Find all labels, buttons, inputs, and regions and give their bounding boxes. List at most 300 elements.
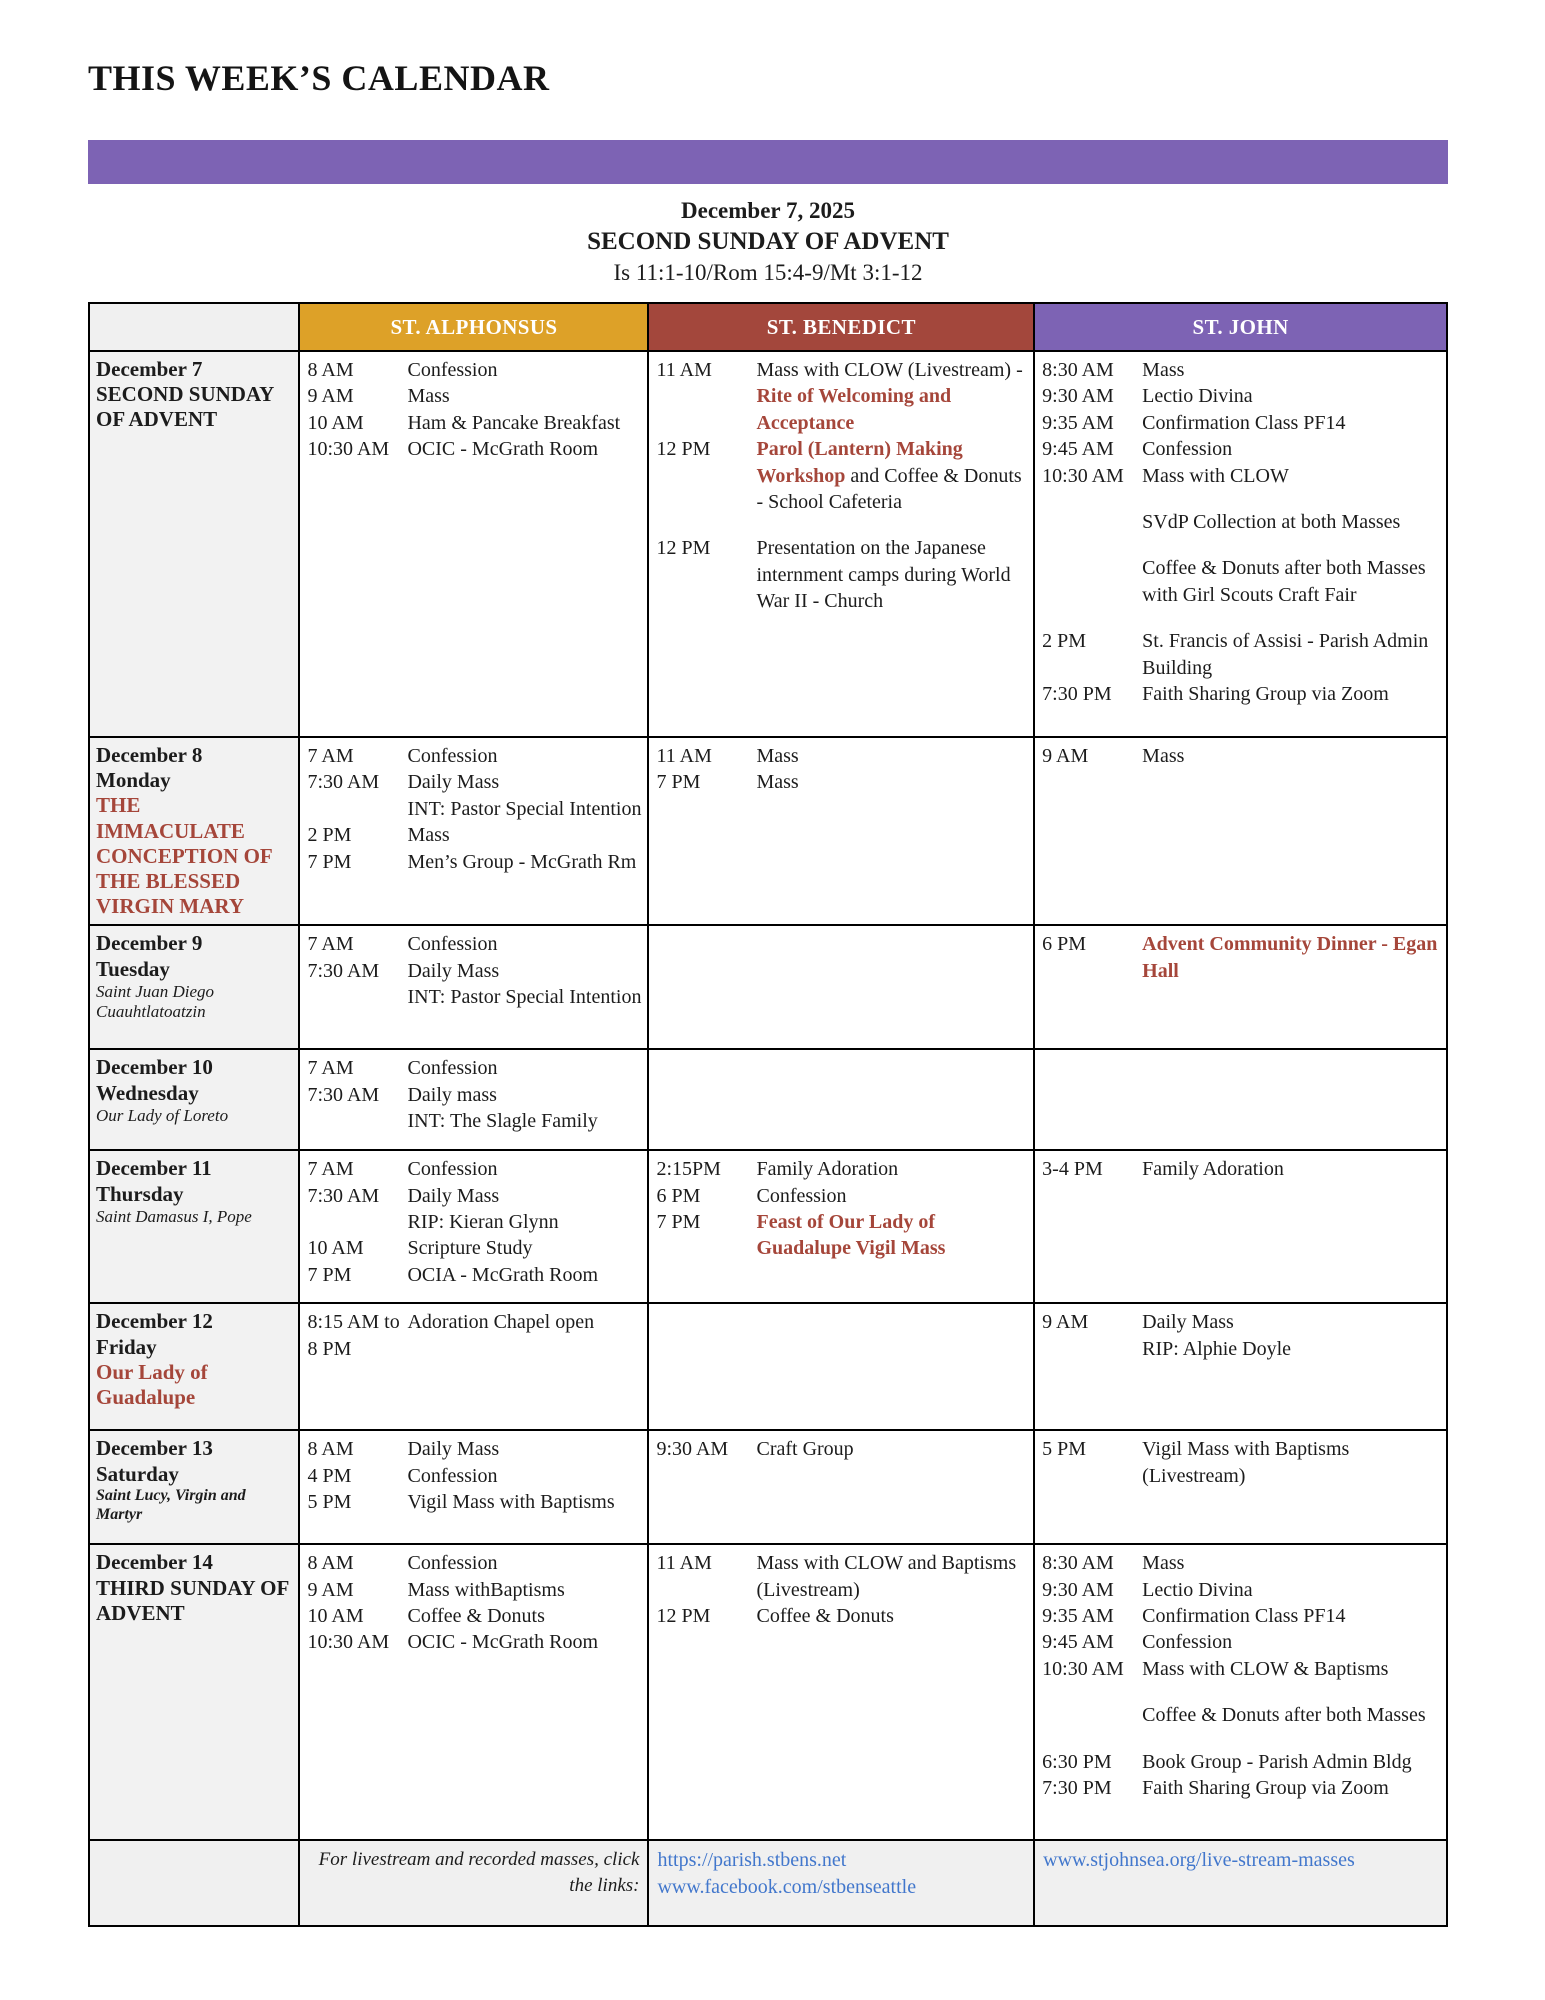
event-entry [307, 1550, 642, 1576]
event-text: Feast of Our Lady of Guadalupe Vigil Mass [756, 1211, 946, 1260]
event-time: 10:30 AM [1042, 1657, 1124, 1680]
event-entry [307, 1309, 642, 1362]
event-desc [407, 984, 642, 1010]
event-entry [307, 822, 642, 848]
date-line: Our Lady of Guadalupe [96, 1359, 208, 1409]
event-text: Coffee & Donuts after both Masses [1142, 1704, 1426, 1727]
event-text: Confession [1142, 438, 1233, 461]
event-entry [1042, 463, 1441, 489]
event-entry [307, 1577, 642, 1603]
event-desc [756, 535, 1028, 614]
date-heading: December 7, 2025 [681, 198, 855, 223]
event-entry [1042, 509, 1441, 535]
event-desc [407, 1489, 642, 1515]
event-desc [407, 1309, 642, 1335]
calendar-row [89, 1303, 1447, 1430]
event-entry [656, 1603, 1028, 1629]
event-entry [1042, 1656, 1441, 1682]
event-entry [1042, 1550, 1441, 1576]
event-desc [407, 1603, 642, 1629]
event-desc [1142, 555, 1441, 608]
header-row [89, 303, 1447, 351]
event-desc [1142, 436, 1441, 462]
event-time: 9:45 AM [1042, 438, 1114, 461]
event-time: 11 AM [656, 359, 712, 381]
event-text: Parol (Lantern) Making Workshop [756, 438, 963, 487]
event-entry [307, 1436, 642, 1462]
event-time: 12 PM [656, 537, 711, 560]
event-time: 7 AM [307, 1158, 354, 1181]
events-cell-john [1034, 1049, 1447, 1150]
event-text: INT: Pastor Special Intention [407, 986, 642, 1009]
date-cell [89, 1544, 299, 1840]
event-text: OCIA - McGrath Room [407, 1263, 599, 1286]
event-text: Craft Group [756, 1438, 854, 1461]
event-desc [756, 1603, 1028, 1629]
event-desc [756, 1156, 1028, 1182]
event-desc [407, 436, 642, 462]
event-time: 9 AM [1042, 1311, 1089, 1334]
event-entry [656, 1550, 1028, 1603]
event-desc [756, 436, 1028, 515]
event-desc [1142, 383, 1441, 409]
event-entry [1042, 1603, 1441, 1629]
events-cell-alphonsus [299, 351, 648, 737]
event-time: 7:30 AM [307, 771, 380, 794]
event-time: 10 AM [307, 411, 364, 434]
event-desc [1142, 1436, 1441, 1489]
event-entry [1042, 1336, 1441, 1362]
events-cell-benedict [648, 1150, 1034, 1303]
events-cell-john [1034, 1150, 1447, 1303]
events-cell-john [1034, 1303, 1447, 1430]
event-text: Daily Mass [407, 1438, 500, 1461]
event-text: Faith Sharing Group via Zoom [1142, 1777, 1389, 1800]
event-time: 7:30 AM [307, 959, 380, 982]
event-time: 5 PM [307, 1491, 352, 1514]
events-cell-alphonsus [299, 1430, 648, 1544]
event-desc [407, 1463, 642, 1489]
event-text: Mass [407, 824, 450, 847]
event-text: Mass [756, 771, 799, 794]
event-entry [307, 796, 642, 822]
column-header-alphonsus: ST. ALPHONSUS [299, 303, 648, 351]
event-desc [1142, 931, 1441, 984]
event-text: Mass with CLOW and Baptisms (Livestream) [756, 1552, 1017, 1601]
event-desc [407, 1082, 642, 1108]
date-line: Friday [96, 1334, 157, 1359]
event-time: 5 PM [1042, 1438, 1087, 1461]
events-cell-john [1034, 1544, 1447, 1840]
event-entry [307, 931, 642, 957]
event-entry [307, 1055, 642, 1081]
event-time: 9:35 AM [1042, 411, 1114, 434]
event-time: 7:30 PM [1042, 1777, 1112, 1800]
date-cell [89, 1049, 299, 1150]
event-entry [1042, 628, 1441, 681]
event-time: 7 PM [656, 1211, 701, 1234]
event-text: Daily Mass [407, 771, 500, 794]
event-desc [407, 357, 642, 383]
event-entry [1042, 410, 1441, 436]
footer-row [89, 1840, 1447, 1926]
event-desc [1142, 1629, 1441, 1655]
event-time: 10 AM [307, 1237, 364, 1260]
event-desc [407, 1055, 642, 1081]
calendar-row [89, 1049, 1447, 1150]
calendar-row [89, 1544, 1447, 1840]
date-line: December 13 [96, 1436, 213, 1461]
event-desc [1142, 1775, 1441, 1801]
event-text: Family Adoration [756, 1158, 899, 1181]
events-cell-john [1034, 925, 1447, 1049]
event-text: Mass [756, 745, 799, 767]
event-text: Coffee & Donuts after both Masses with Girl Scouts Craft Fair [1142, 557, 1426, 606]
event-entry [1042, 357, 1441, 383]
calendar-row [89, 1150, 1447, 1303]
event-text: Daily Mass [1142, 1311, 1234, 1334]
date-line: Thursday [96, 1181, 184, 1206]
event-desc [1142, 1309, 1441, 1335]
event-time: 8:15 AM to 8 PM [307, 1311, 400, 1360]
event-entry [307, 1603, 642, 1629]
event-desc [407, 1550, 642, 1576]
event-text: Mass [407, 385, 450, 408]
event-time: 10:30 AM [1042, 464, 1124, 487]
event-text: INT: Pastor Special Intention [407, 797, 642, 820]
event-entry [1042, 1577, 1441, 1603]
event-text: Adoration Chapel open [407, 1311, 595, 1334]
event-entry [307, 1463, 642, 1489]
date-line: Tuesday [96, 956, 170, 981]
event-text: Faith Sharing Group via Zoom [1142, 682, 1389, 705]
event-entry [307, 1108, 642, 1134]
event-desc [1142, 743, 1441, 769]
calendar-row [89, 1430, 1447, 1544]
event-entry [307, 1156, 642, 1182]
event-entry [307, 1235, 642, 1261]
event-entry [1042, 681, 1441, 707]
event-entry [1042, 743, 1441, 769]
event-entry [656, 1436, 1028, 1462]
date-cell [89, 925, 299, 1049]
event-time: 7 PM [307, 1263, 352, 1286]
event-entry [1042, 931, 1441, 984]
calendar-table [88, 302, 1448, 1927]
event-desc [756, 743, 1028, 769]
event-time: 4 PM [307, 1464, 352, 1487]
event-text: Book Group - Parish Admin Bldg [1142, 1750, 1412, 1773]
event-desc [407, 1262, 642, 1288]
events-cell-benedict [648, 925, 1034, 1049]
livestream-link[interactable]: www.stjohnsea.org/live-stream-masses [1043, 1849, 1355, 1872]
events-cell-john [1034, 737, 1447, 925]
event-time: 10:30 AM [307, 1631, 390, 1654]
event-desc [407, 931, 642, 957]
event-desc [407, 410, 642, 436]
event-time: 6:30 PM [1042, 1750, 1112, 1773]
event-desc [756, 1209, 1028, 1262]
date-line: Saturday [96, 1461, 179, 1486]
event-desc [1142, 410, 1441, 436]
event-text: Confession [407, 1464, 498, 1487]
event-entry [656, 743, 1028, 769]
event-entry [307, 769, 642, 795]
event-desc [407, 1629, 642, 1655]
event-desc [1142, 1702, 1441, 1728]
event-entry [656, 436, 1028, 515]
event-text: Confession [407, 1057, 498, 1080]
events-cell-alphonsus [299, 1544, 648, 1840]
event-entry [307, 743, 642, 769]
date-line: December 10 [96, 1055, 213, 1080]
livestream-link[interactable]: https://parish.stbens.net [657, 1849, 847, 1872]
events-cell-benedict [648, 1544, 1034, 1840]
event-text: SVdP Collection at both Masses [1142, 510, 1401, 533]
event-text: Lectio Divina [1142, 385, 1253, 408]
column-header-john: ST. JOHN [1034, 303, 1447, 351]
event-text: Mass with CLOW & Baptisms [1142, 1657, 1389, 1680]
event-entry [1042, 1702, 1441, 1728]
event-text: Confession [756, 1184, 847, 1207]
event-desc [1142, 681, 1441, 707]
events-cell-benedict [648, 737, 1034, 925]
event-desc [407, 1436, 642, 1462]
footer-note: For livestream and recorded masses, click the links: [318, 1849, 640, 1896]
event-text: Family Adoration [1142, 1158, 1284, 1181]
date-line: THE IMMACULATE CONCEPTION OF THE BLESSED VIRGIN MARY [96, 793, 272, 919]
date-line: December 11 [96, 1156, 212, 1181]
event-text: INT: The Slagle Family [407, 1110, 598, 1133]
date-cell [89, 1430, 299, 1544]
event-entry [1042, 1749, 1441, 1775]
column-header-benedict: ST. BENEDICT [648, 303, 1034, 351]
event-time: 2 PM [307, 824, 352, 847]
event-entry [1042, 1775, 1441, 1801]
event-text: Confession [407, 1158, 498, 1181]
event-text: Mass [1142, 745, 1185, 767]
livestream-link[interactable]: www.facebook.com/stbenseattle [657, 1876, 917, 1899]
event-text: Confession [407, 933, 498, 956]
events-cell-john [1034, 1430, 1447, 1544]
event-entry [307, 1183, 642, 1209]
event-time: 7 AM [307, 1057, 354, 1080]
event-time: 11 AM [656, 1552, 712, 1575]
event-desc [1142, 463, 1441, 489]
events-cell-alphonsus [299, 1049, 648, 1150]
event-entry [307, 1262, 642, 1288]
footer-empty-cell [89, 1840, 299, 1926]
event-text: Mass [1142, 1552, 1185, 1575]
event-desc [756, 1183, 1028, 1209]
event-entry [656, 1183, 1028, 1209]
event-text: Daily mass [407, 1083, 497, 1106]
event-entry [307, 958, 642, 984]
event-time: 7:30 AM [307, 1184, 380, 1207]
event-desc [1142, 509, 1441, 535]
event-text: Confession [407, 1552, 498, 1575]
date-line: December 14 [96, 1550, 213, 1575]
event-time: 8 AM [307, 359, 354, 381]
calendar-row [89, 925, 1447, 1049]
event-time: 8:30 AM [1042, 1552, 1114, 1575]
event-text: Mass [1142, 359, 1185, 381]
event-desc [1142, 628, 1441, 681]
event-time: 12 PM [656, 1605, 711, 1628]
event-text: Men’s Group - McGrath Rm [407, 850, 637, 873]
event-desc [1142, 1577, 1441, 1603]
event-desc [407, 1577, 642, 1603]
event-desc [407, 1156, 642, 1182]
event-entry [1042, 1156, 1441, 1182]
date-line: SECOND SUNDAY OF ADVENT [96, 382, 274, 432]
event-entry [1042, 1436, 1441, 1489]
event-time: 7 AM [307, 745, 354, 767]
event-entry [307, 357, 642, 383]
corner-cell [89, 303, 299, 351]
event-entry [307, 984, 642, 1010]
event-time: 7:30 AM [307, 1083, 380, 1106]
event-time: 9 AM [1042, 745, 1089, 767]
event-time: 10:30 AM [307, 438, 390, 461]
event-entry [656, 1156, 1028, 1182]
date-line: THIRD SUNDAY OF ADVENT [96, 1575, 289, 1625]
event-time: 7:30 PM [1042, 682, 1112, 705]
date-line: Our Lady of Loreto [96, 1105, 229, 1125]
date-line: December 12 [96, 1309, 213, 1334]
event-time: 6 PM [656, 1184, 701, 1207]
event-desc [407, 1108, 642, 1134]
event-desc [407, 822, 642, 848]
event-text: Advent Community Dinner - Egan Hall [1142, 933, 1438, 982]
event-entry [307, 436, 642, 462]
event-desc [756, 1550, 1028, 1603]
event-text: Rite of Welcoming and Acceptance [756, 385, 952, 434]
event-desc [407, 769, 642, 795]
events-cell-alphonsus [299, 1303, 648, 1430]
events-cell-alphonsus [299, 1150, 648, 1303]
date-line: Monday [96, 768, 171, 793]
event-entry [307, 1489, 642, 1515]
event-time: 9:45 AM [1042, 1631, 1114, 1654]
date-line: Saint Damasus I, Pope [96, 1206, 252, 1226]
event-desc [407, 796, 642, 822]
event-entry [656, 357, 1028, 436]
page-content [88, 0, 1448, 1927]
event-text: RIP: Alphie Doyle [1142, 1337, 1292, 1360]
event-entry [1042, 436, 1441, 462]
event-time: 7 PM [307, 850, 352, 873]
event-desc [1142, 1156, 1441, 1182]
events-cell-alphonsus [299, 925, 648, 1049]
calendar-row [89, 351, 1447, 737]
events-cell-benedict [648, 1049, 1034, 1150]
event-text: St. Francis of Assisi - Parish Admin Building [1142, 630, 1429, 679]
event-text: Confession [1142, 1631, 1233, 1654]
event-text: Mass withBaptisms [407, 1578, 565, 1601]
footer-benedict-links-cell [648, 1840, 1034, 1926]
event-time: 8 AM [307, 1438, 354, 1461]
event-text: Daily Mass [407, 959, 500, 982]
event-desc [407, 849, 642, 875]
event-time: 7 AM [307, 933, 354, 956]
date-line: December 8 [96, 743, 203, 767]
event-desc [1142, 1656, 1441, 1682]
event-desc [756, 1436, 1028, 1462]
event-entry [307, 1209, 642, 1235]
event-entry [1042, 1629, 1441, 1655]
date-line: December 9 [96, 931, 203, 956]
date-cell [89, 351, 299, 737]
event-text: Confession [407, 359, 498, 381]
event-text: Daily Mass [407, 1184, 500, 1207]
event-entry [1042, 383, 1441, 409]
event-text: Confirmation Class PF14 [1142, 1605, 1346, 1628]
footer-note-cell [299, 1840, 648, 1926]
event-time: 12 PM [656, 438, 711, 461]
event-entry [307, 383, 642, 409]
event-entry [307, 1629, 642, 1655]
event-desc [756, 769, 1028, 795]
date-cell [89, 1303, 299, 1430]
event-text: Confirmation Class PF14 [1142, 411, 1346, 434]
event-time: 10 AM [307, 1605, 364, 1628]
event-desc [756, 357, 1028, 436]
event-text: Confession [407, 745, 498, 767]
date-line: December 7 [96, 357, 203, 381]
event-desc [407, 743, 642, 769]
event-text: OCIC - McGrath Room [407, 438, 599, 461]
footer-john-links-cell [1034, 1840, 1447, 1926]
event-time: 2 PM [1042, 630, 1087, 653]
subtitle-heading: SECOND SUNDAY OF ADVENT [587, 228, 949, 255]
event-time: 7 PM [656, 771, 701, 794]
event-desc [407, 1235, 642, 1261]
event-time: 9 AM [307, 1578, 354, 1601]
page-title: THIS WEEK’S CALENDAR [88, 58, 550, 98]
event-time: 9 AM [307, 385, 354, 408]
event-text: Presentation on the Japanese internment camps during World War II - Church [756, 537, 1011, 613]
date-line: Saint Juan Diego Cuauhtlatoatzin [96, 981, 215, 1021]
date-line: Saint Lucy, Virgin and Martyr [96, 1486, 246, 1523]
event-time: 9:35 AM [1042, 1605, 1114, 1628]
event-desc [407, 383, 642, 409]
event-time: 8:30 AM [1042, 359, 1114, 381]
calendar-row [89, 737, 1447, 925]
event-time: 9:30 AM [656, 1438, 729, 1461]
event-desc [1142, 1749, 1441, 1775]
event-text: Coffee & Donuts [756, 1605, 894, 1628]
event-time: 9:30 AM [1042, 1578, 1114, 1601]
event-entry [1042, 1309, 1441, 1335]
event-time: 8 AM [307, 1552, 354, 1575]
readings-line: Is 11:1-10/Rom 15:4-9/Mt 3:1-12 [613, 260, 923, 285]
date-line: Wednesday [96, 1080, 199, 1105]
event-desc [407, 958, 642, 984]
event-desc [1142, 357, 1441, 383]
events-cell-benedict [648, 351, 1034, 737]
event-time: 3-4 PM [1042, 1158, 1103, 1181]
event-desc [407, 1183, 642, 1209]
event-text: Vigil Mass with Baptisms (Livestream) [1142, 1438, 1350, 1487]
event-entry [307, 849, 642, 875]
event-entry [656, 769, 1028, 795]
event-text: Coffee & Donuts [407, 1605, 545, 1628]
event-text: OCIC - McGrath Room [407, 1631, 599, 1654]
event-time: 2:15PM [656, 1158, 721, 1181]
event-desc [407, 1209, 642, 1235]
event-desc [1142, 1336, 1441, 1362]
